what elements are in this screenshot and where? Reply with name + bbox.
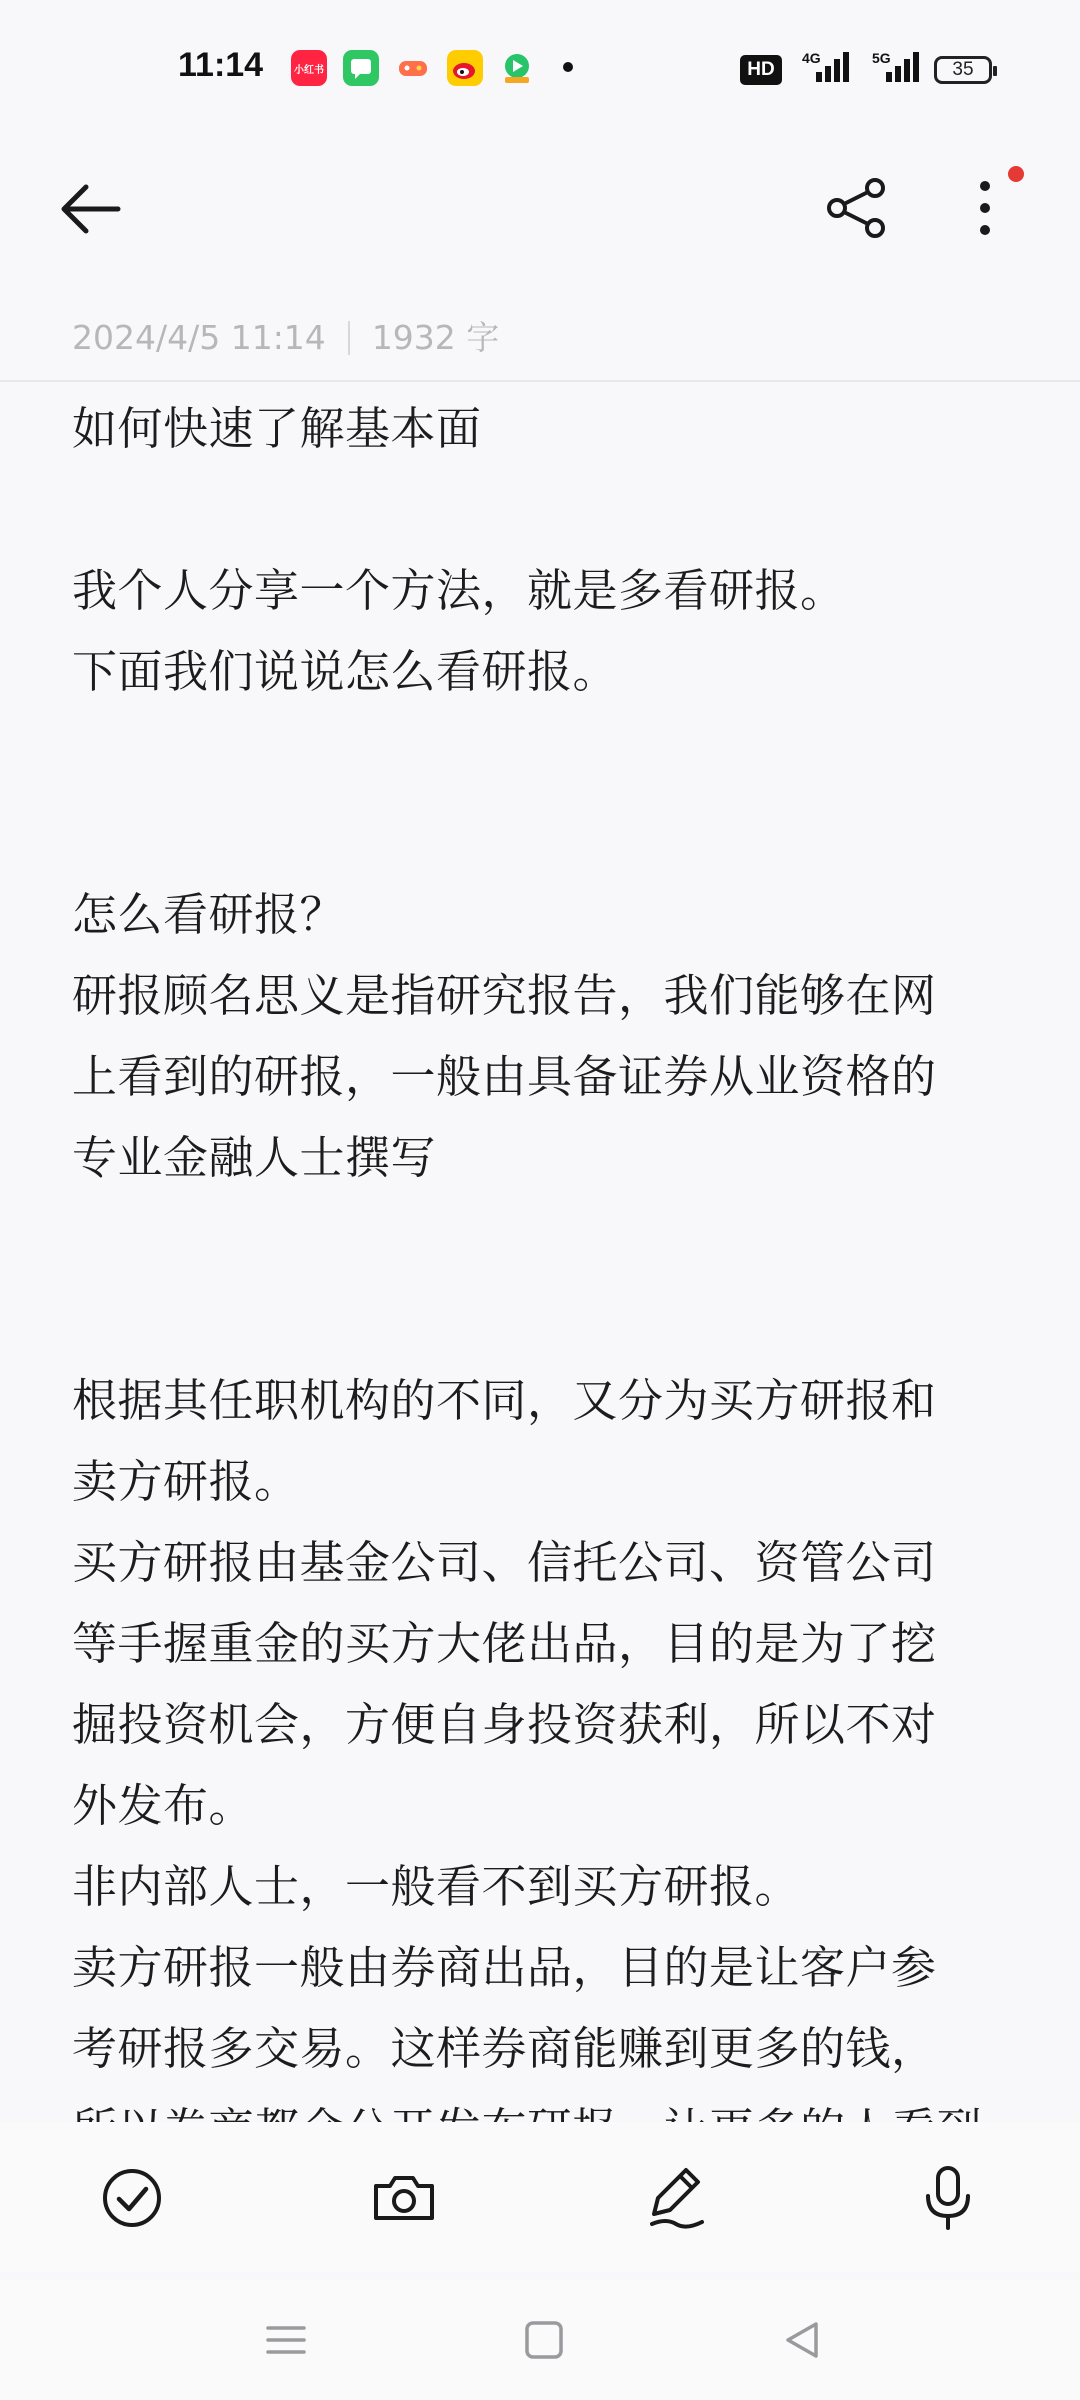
note-line: 掘投资机会，方便自身投资获利，所以不对	[72, 1698, 937, 1751]
note-line: 研报顾名思义是指研究报告，我们能够在网	[72, 969, 937, 1022]
note-blank-line	[72, 1198, 1012, 1279]
nav-back-button[interactable]	[772, 2310, 832, 2370]
note-line: 怎么看研报？	[72, 888, 346, 941]
handwriting-button[interactable]	[636, 2158, 716, 2238]
note-line: 我个人分享一个方法，就是多看研报。	[72, 564, 846, 617]
note-blank-line	[72, 793, 1012, 874]
status-bar	[0, 0, 1080, 140]
note-line: 根据其任职机构的不同，又分为买方研报和	[72, 1374, 937, 1427]
status-time: 11:14	[178, 46, 264, 84]
note-date: 2024/4/5 11:14	[72, 318, 326, 357]
hd-icon: HD	[740, 55, 782, 85]
note-line: 买方研报由基金公司、信托公司、资管公司	[72, 1536, 937, 1589]
more-options-button[interactable]	[960, 172, 1010, 244]
share-button[interactable]	[822, 172, 894, 244]
note-line: 下面我们说说怎么看研报。	[72, 645, 619, 698]
signal-5g-label: 5G	[872, 50, 891, 66]
signal-4g-label: 4G	[802, 50, 821, 66]
note-line: 如何快速了解基本面	[72, 402, 482, 455]
xiaohongshu-icon	[291, 50, 327, 86]
signal-5g-icon	[870, 50, 920, 88]
meta-separator	[348, 321, 350, 355]
mic-icon	[908, 2158, 988, 2238]
camera-icon	[364, 2158, 444, 2238]
messages-icon	[343, 50, 379, 86]
menu-icon	[256, 2310, 316, 2370]
note-meta	[72, 312, 499, 359]
note-blank-line	[72, 1279, 1012, 1360]
note-blank-line	[72, 469, 1012, 550]
notification-more-dot	[563, 62, 573, 72]
word-count: 1932 字	[371, 318, 500, 357]
weibo-icon	[447, 50, 483, 86]
more-vert-icon	[960, 172, 1010, 244]
note-line: 卖方研报一般由券商出品，目的是让客户参	[72, 1941, 937, 1994]
nav-home-button[interactable]	[514, 2310, 574, 2370]
header-divider	[0, 380, 1080, 382]
signal-4g-icon	[800, 50, 850, 88]
game-icon	[395, 50, 431, 86]
check-circle-icon	[92, 2158, 172, 2238]
note-blank-line	[72, 712, 1012, 793]
note-line: 非内部人士，一般看不到买方研报。	[72, 1860, 801, 1913]
camera-button[interactable]	[364, 2158, 444, 2238]
back-triangle-icon	[772, 2310, 832, 2370]
note-line: 等手握重金的买方大佬出品，目的是为了挖	[72, 1617, 937, 1670]
note-line: 专业金融人士撰写	[72, 1131, 437, 1184]
notification-badge	[1008, 166, 1024, 182]
share-icon	[822, 172, 894, 244]
battery-icon: 35	[934, 56, 992, 84]
note-line: 外发布。	[72, 1779, 255, 1832]
top-toolbar	[0, 150, 1080, 270]
pen-icon	[636, 2158, 716, 2238]
note-line: 考研报多交易。这样券商能赚到更多的钱，	[72, 2022, 937, 2075]
checklist-button[interactable]	[92, 2158, 172, 2238]
note-line: 上看到的研报，一般由具备证券从业资格的	[72, 1050, 937, 1103]
back-arrow-icon	[56, 174, 136, 244]
voice-input-button[interactable]	[908, 2158, 988, 2238]
back-button[interactable]	[56, 174, 136, 244]
nav-menu-button[interactable]	[256, 2310, 316, 2370]
note-line: 卖方研报。	[72, 1455, 300, 1508]
note-editor[interactable]	[72, 388, 1012, 2110]
home-square-icon	[514, 2310, 574, 2370]
svg-text:小红书: 小红书	[294, 65, 324, 76]
video-icon	[499, 50, 535, 86]
